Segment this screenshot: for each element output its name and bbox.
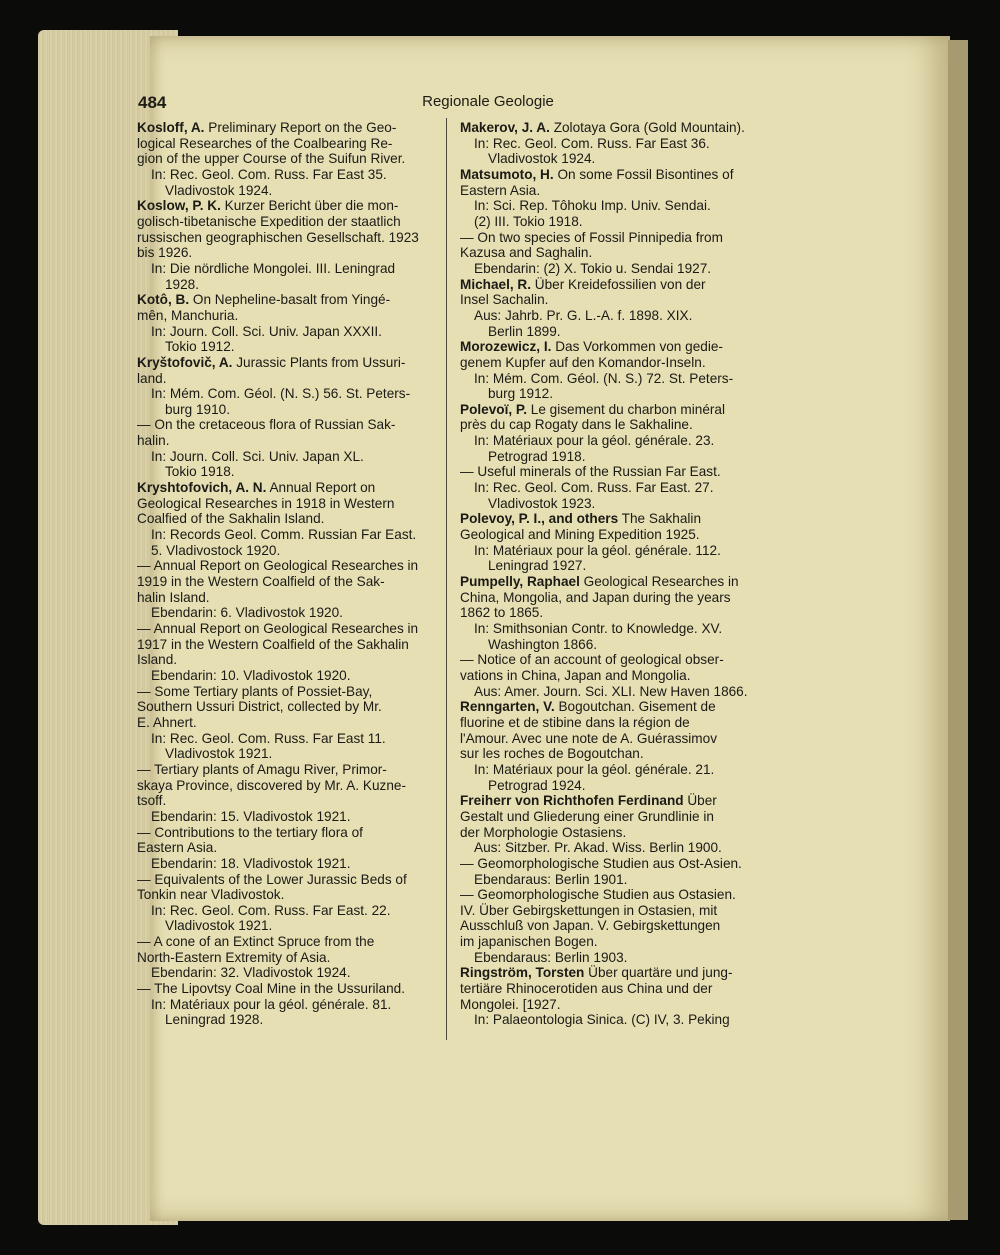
- bibliography-line: [137, 527, 439, 543]
- bibliography-line: [137, 856, 439, 872]
- bibliography-line: [137, 997, 439, 1013]
- entry-text: Geological Researches in: [583, 574, 739, 590]
- entry-text: Zolotaya Gora (Gold Mountain).: [553, 120, 745, 135]
- bibliography-line: — Notice of an account of geological obser-: [460, 652, 724, 668]
- bibliography-line: 1917 in the Western Coalfield of the Sakhalin: [137, 636, 409, 652]
- bibliography-line: russischen geographischen Gesellschaft. 1923: [137, 229, 419, 245]
- bibliography-line: golisch-tibetanische Expedition der staatlich: [137, 213, 401, 229]
- entry-text: Ebendaraus: Berlin 1903.: [474, 949, 628, 965]
- bibliography-line: [460, 637, 756, 653]
- entry-text: Tokio 1918.: [165, 464, 235, 480]
- entry-text: In: Mém. Com. Géol. (N. S.) 56. St. Peters-: [151, 386, 411, 402]
- entry-text: Petrograd 1918.: [488, 448, 586, 464]
- entry-author: Freiherr von Richthofen Ferdinand: [460, 793, 684, 809]
- bibliography-line: Kazusa and Saghalin.: [460, 245, 593, 261]
- entry-author: Makerov, J. A.: [460, 120, 550, 135]
- bibliography-line: Island.: [137, 652, 178, 668]
- bibliography-line: [137, 386, 439, 402]
- bibliography-line: 1862 to 1865.: [460, 605, 544, 621]
- bibliography-line: [460, 1012, 756, 1028]
- entry-text: Das Vorkommen von gedie-: [555, 339, 723, 355]
- bibliography-line: halin.: [137, 433, 170, 449]
- column-divider: [446, 118, 447, 1040]
- bibliography-line: [137, 1012, 439, 1028]
- entry-text: Jurassic Plants from Ussuri-: [236, 354, 406, 370]
- entry-text: Vladivostok 1924.: [165, 182, 273, 198]
- entry-author: Morozewicz, I.: [460, 339, 552, 355]
- entry-text: Vladivostok 1921.: [165, 918, 273, 934]
- bibliography-line: [137, 402, 439, 418]
- bibliography-line: [460, 778, 756, 794]
- entry-text: Tokio 1912.: [165, 339, 235, 355]
- entry-text: Leningrad 1928.: [165, 1012, 264, 1028]
- entry-text: Über: [687, 793, 717, 809]
- bibliography-line: Geological and Mining Expedition 1925.: [460, 527, 700, 543]
- entry-text: Über Kreidefossilien von der: [534, 276, 706, 292]
- bibliography-line: [460, 950, 756, 966]
- bibliography-line: — Annual Report on Geological Researches in: [137, 621, 419, 636]
- bibliography-line: — Useful minerals of the Russian Far East.: [460, 464, 721, 480]
- bibliography-line: sur les roches de Bogoutchan.: [460, 746, 644, 762]
- bibliography-line: [137, 464, 439, 480]
- bibliography-line: vations in China, Japan and Mongolia.: [460, 667, 691, 683]
- entry-text: In: Sci. Rep. Tôhoku Imp. Univ. Sendai.: [474, 198, 711, 214]
- entry-author: Koslow, P. K.: [137, 198, 221, 214]
- bibliography-line: [460, 480, 756, 496]
- bibliography-line: [460, 558, 756, 574]
- entry-text: Bogoutchan. Gisement de: [558, 699, 716, 715]
- bibliography-line: [460, 699, 756, 715]
- entry-author: Renngarten, V.: [460, 699, 555, 715]
- entry-text: Berlin 1899.: [488, 323, 561, 339]
- bibliography-line: [460, 167, 756, 183]
- bibliography-line: Southern Ussuri District, collected by Mr.: [137, 699, 382, 715]
- entry-author: Polevoï, P.: [460, 401, 527, 417]
- bibliography-line: [460, 762, 756, 778]
- entry-text: In: Palaeontologia Sinica. (C) IV, 3. Peking: [474, 1012, 730, 1028]
- entry-text: In: Rec. Geol. Com. Russ. Far East 36.: [474, 135, 710, 151]
- bibliography-line: Ausschluß von Japan. V. Gebirgskettungen: [460, 918, 721, 934]
- bibliography-line: [137, 480, 439, 496]
- bibliography-line: [460, 840, 756, 856]
- bibliography-line: halin Island.: [137, 589, 210, 605]
- bibliography-line: l'Amour. Avec une note de A. Guérassimov: [460, 730, 717, 746]
- bibliography-line: [137, 183, 439, 199]
- entry-author: Kryštofovič, A.: [137, 354, 233, 370]
- entry-author: Ringström, Torsten: [460, 965, 585, 981]
- bibliography-line: [460, 214, 756, 230]
- bibliography-line: [137, 261, 439, 277]
- bibliography-line: [137, 605, 439, 621]
- bibliography-line: [460, 872, 756, 888]
- entry-text: (2) III. Tokio 1918.: [474, 213, 583, 229]
- bibliography-line: [460, 793, 756, 809]
- bibliography-line: [137, 324, 439, 340]
- right-column: [460, 120, 756, 1028]
- entry-text: In: Smithsonian Contr. to Knowledge. XV.: [474, 621, 723, 636]
- entry-text: In: Matériaux pour la géol. générale. 21.: [474, 761, 715, 777]
- entry-text: Preliminary Report on the Geo-: [208, 120, 397, 135]
- entry-text: In: Rec. Geol. Com. Russ. Far East. 22.: [151, 902, 391, 918]
- entry-author: Pumpelly, Raphael: [460, 574, 580, 590]
- entry-author: Kryshtofovich, A. N.: [137, 480, 267, 496]
- bibliography-line: — Equivalents of the Lower Jurassic Beds of: [137, 871, 407, 887]
- bibliography-line: — On two species of Fossil Pinnipedia from: [460, 229, 723, 245]
- bibliography-line: — Contributions to the tertiary flora of: [137, 824, 363, 840]
- bibliography-line: [137, 292, 439, 308]
- entry-text: In: Journ. Coll. Sci. Univ. Japan XXXII.: [151, 323, 382, 339]
- entry-text: On some Fossil Bisontines of: [557, 166, 734, 182]
- entry-text: On Nepheline-basalt from Yingé-: [192, 292, 391, 308]
- entry-author: Michael, R.: [460, 276, 532, 292]
- entry-text: Ebendaraus: Berlin 1901.: [474, 871, 628, 887]
- bibliography-line: [137, 198, 439, 214]
- entry-text: In: Rec. Geol. Com. Russ. Far East 11.: [151, 730, 386, 746]
- bibliography-line: Mongolei. [1927.: [460, 996, 561, 1012]
- entry-text: In: Die nördliche Mongolei. III. Leningrad: [151, 260, 396, 276]
- bibliography-line: genem Kupfer auf den Komandor-Inseln.: [460, 354, 706, 370]
- bibliography-line: [137, 668, 439, 684]
- bibliography-line: [460, 433, 756, 449]
- bibliography-line: [460, 449, 756, 465]
- entry-text: Aus: Amer. Journ. Sci. XLI. New Haven 1866.: [474, 683, 748, 699]
- bibliography-line: — Geomorphologische Studien aus Ost-Asien.: [460, 855, 742, 871]
- bibliography-line: près du cap Rogaty dans le Sakhaline.: [460, 417, 693, 433]
- bibliography-line: gion of the upper Course of the Suifun River.: [137, 151, 406, 167]
- next-page-edge: [948, 40, 968, 1220]
- bibliography-line: [137, 918, 439, 934]
- bibliography-line: Tonkin near Vladivostok.: [137, 887, 285, 903]
- bibliography-line: mên, Manchuria.: [137, 307, 239, 323]
- bibliography-line: [460, 543, 756, 559]
- left-column: [137, 120, 439, 1028]
- entry-text: Le gisement du charbon minéral: [530, 401, 725, 417]
- bibliography-line: China, Mongolia, and Japan during the years: [460, 589, 731, 605]
- entry-text: burg 1912.: [488, 386, 554, 402]
- entry-text: Aus: Jahrb. Pr. G. L.-A. f. 1898. XIX.: [474, 307, 693, 323]
- bibliography-line: Gestalt und Gliederung einer Grundlinie in: [460, 808, 714, 824]
- bibliography-line: [460, 574, 756, 590]
- bibliography-line: [137, 809, 439, 825]
- bibliography-line: [460, 965, 756, 981]
- bibliography-line: — A cone of an Extinct Spruce from the: [137, 934, 375, 950]
- entry-text: Vladivostok 1924.: [488, 151, 596, 167]
- bibliography-line: [137, 277, 439, 293]
- bibliography-line: [460, 198, 756, 214]
- bibliography-line: skaya Province, discovered by Mr. A. Kuzne-: [137, 777, 406, 793]
- entry-text: In: Mém. Com. Géol. (N. S.) 72. St. Peters-: [474, 370, 734, 386]
- bibliography-line: — Annual Report on Geological Researches in: [137, 558, 419, 574]
- entry-text: In: Rec. Geol. Com. Russ. Far East 35.: [151, 166, 387, 182]
- bibliography-line: — Tertiary plants of Amagu River, Primor-: [137, 761, 387, 777]
- bibliography-line: Coalfied of the Sakhalin Island.: [137, 511, 325, 527]
- bibliography-line: [460, 684, 756, 700]
- entry-text: Ebendarin: 10. Vladivostok 1920.: [151, 667, 351, 683]
- bibliography-line: [460, 339, 756, 355]
- bibliography-line: Eastern Asia.: [137, 840, 218, 856]
- bibliography-line: — The Lipovtsy Coal Mine in the Ussuriland.: [137, 981, 405, 997]
- bibliography-line: Insel Sachalin.: [460, 292, 549, 308]
- entry-author: Matsumoto, H.: [460, 166, 554, 182]
- bibliography-line: [460, 261, 756, 277]
- entry-text: burg 1910.: [165, 401, 231, 417]
- entry-text: In: Rec. Geol. Com. Russ. Far East. 27.: [474, 480, 714, 496]
- entry-author: Polevoy, P. I., and others: [460, 511, 619, 527]
- bibliography-line: [137, 965, 439, 981]
- entry-text: Annual Report on: [269, 480, 376, 496]
- entry-text: Ebendarin: 6. Vladivostok 1920.: [151, 605, 343, 621]
- bibliography-line: — Geomorphologische Studien aus Ostasien.: [460, 887, 736, 903]
- bibliography-line: [137, 120, 439, 136]
- bibliography-line: [137, 339, 439, 355]
- bibliography-line: [460, 277, 756, 293]
- entry-text: In: Journ. Coll. Sci. Univ. Japan XL.: [151, 448, 364, 464]
- running-head: Regionale Geologie: [422, 93, 554, 110]
- bibliography-line: — Some Tertiary plants of Possiet-Bay,: [137, 683, 373, 699]
- bibliography-line: fluorine et de stibine dans la région de: [460, 714, 690, 730]
- bibliography-line: tertiäre Rhinocerotiden aus China und der: [460, 981, 713, 997]
- bibliography-line: tsoff.: [137, 793, 167, 809]
- bibliography-line: North-Eastern Extremity of Asia.: [137, 949, 331, 965]
- bibliography-line: [137, 731, 439, 747]
- bibliography-line: [137, 355, 439, 371]
- bibliography-line: [460, 136, 756, 152]
- bibliography-line: — On the cretaceous flora of Russian Sak-: [137, 417, 396, 433]
- entry-text: Washington 1866.: [488, 636, 598, 652]
- page-header: [138, 93, 838, 117]
- entry-text: Kurzer Bericht über die mon-: [224, 198, 399, 214]
- entry-text: The Sakhalin: [621, 511, 702, 527]
- bibliography-line: [460, 496, 756, 512]
- bibliography-line: der Morphologie Ostasiens.: [460, 824, 627, 840]
- bibliography-line: E. Ahnert.: [137, 714, 197, 730]
- entry-text: In: Matériaux pour la géol. générale. 81.: [151, 996, 392, 1012]
- entry-text: In: Matériaux pour la géol. générale. 112.: [474, 542, 721, 558]
- bibliography-line: Geological Researches in 1918 in Western: [137, 495, 395, 511]
- entry-text: Aus: Sitzber. Pr. Akad. Wiss. Berlin 1900.: [474, 840, 722, 856]
- entry-text: In: Records Geol. Comm. Russian Far East.: [151, 527, 417, 543]
- entry-text: Ebendarin: 32. Vladivostok 1924.: [151, 965, 351, 981]
- entry-text: Ebendarin: 18. Vladivostok 1921.: [151, 855, 351, 871]
- entry-text: Vladivostok 1923.: [488, 495, 596, 511]
- entry-text: Ebendarin: 15. Vladivostok 1921.: [151, 808, 351, 824]
- bibliography-line: logical Researches of the Coalbearing Re-: [137, 135, 393, 151]
- entry-text: In: Matériaux pour la géol. générale. 23.: [474, 433, 715, 449]
- entry-text: 5. Vladivostock 1920.: [151, 542, 281, 558]
- bibliography-line: [137, 449, 439, 465]
- bibliography-line: [460, 151, 756, 167]
- bibliography-line: [460, 120, 756, 136]
- entry-author: Kosloff, A.: [137, 120, 205, 135]
- entry-text: Leningrad 1927.: [488, 558, 587, 574]
- bibliography-line: [460, 511, 756, 527]
- bibliography-line: [460, 621, 756, 637]
- entry-text: Petrograd 1924.: [488, 777, 586, 793]
- bibliography-line: im japanischen Bogen.: [460, 934, 598, 950]
- bibliography-line: [460, 402, 756, 418]
- bibliography-line: [460, 371, 756, 387]
- bibliography-line: [460, 308, 756, 324]
- bibliography-line: land.: [137, 370, 167, 386]
- bibliography-line: 1919 in the Western Coalfield of the Sak-: [137, 574, 385, 590]
- entry-text: Ebendarin: (2) X. Tokio u. Sendai 1927.: [474, 260, 712, 276]
- entry-author: Kotô, B.: [137, 292, 190, 308]
- page-number: 484: [138, 93, 167, 112]
- bibliography-line: [460, 324, 756, 340]
- bibliography-line: [137, 167, 439, 183]
- bibliography-line: [460, 386, 756, 402]
- bibliography-line: Eastern Asia.: [460, 182, 541, 198]
- entry-text: 1928.: [165, 276, 200, 292]
- bibliography-line: [137, 903, 439, 919]
- bibliography-line: bis 1926.: [137, 245, 193, 261]
- entry-text: Über quartäre und jung-: [588, 965, 733, 981]
- bibliography-line: [137, 543, 439, 559]
- bibliography-line: IV. Über Gebirgskettungen in Ostasien, mit: [460, 902, 718, 918]
- bibliography-line: [137, 746, 439, 762]
- entry-text: Vladivostok 1921.: [165, 746, 273, 762]
